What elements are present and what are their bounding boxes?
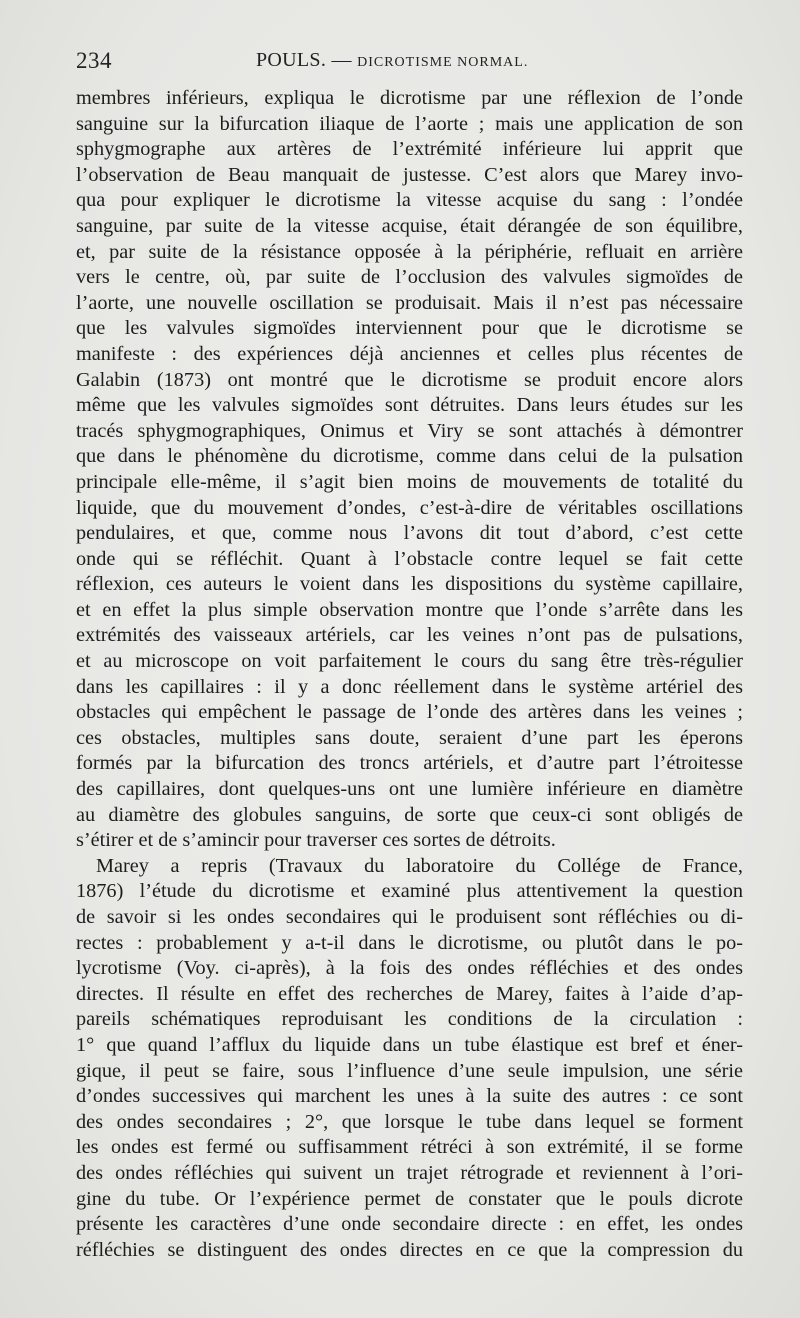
text-line: onde qui se réfléchit. Quant à l’obstacle contre lequel se fait cette [76,547,743,570]
text-line: sanguine sur la bifurcation iliaque de l’aorte ; mais une application de son [76,112,743,135]
text-line: ces obstacles, multiples sans doute, seraient d’une part les éperons [76,726,743,749]
text-line: directes. Il résulte en effet des recherches de Marey, faites à l’aide d’ap- [76,982,743,1005]
text-line: que les valvules sigmoïdes interviennent pour que le dicrotisme se [76,317,743,340]
text-line: rectes : probablement y a-t-il dans le dicrotisme, ou plutôt dans le po- [76,931,743,954]
text-line: obstacles qui empêchent le passage de l’onde des artères dans les veines ; [76,701,743,724]
text-line: formés par la bifurcation des troncs artériels, et d’autre part l’étroitesse [76,752,743,775]
paragraph-1 [76,86,743,854]
text-line: qua pour expliquer le dicrotisme la vitesse acquise du sang : l’ondée [76,189,743,212]
text-line: principale elle-même, il s’agit bien moins de mouvements de totalité du [76,470,743,493]
text-line: des ondes réfléchies qui suivent un trajet rétrograde et reviennent à l’ori- [76,1161,743,1184]
text-line: des ondes secondaires ; 2°, que lorsque le tube dans lequel se forment [76,1110,743,1133]
page-number: 234 [76,48,112,73]
text-line: que dans le phénomène du dicrotisme, comme dans celui de la pulsation [76,445,743,468]
text-line: pendulaires, et que, comme nous l’avons dit tout d’abord, c’est cette [76,522,743,545]
running-head-subtitle: DICROTISME NORMAL. [357,55,529,70]
text-line: manifeste : des expériences déjà anciennes et celles plus récentes de [76,342,743,365]
text-line: au diamètre des globules sanguins, de sorte que ceux-ci sont obligés de [76,803,743,826]
paragraph-2 [76,854,743,1264]
text-line: et au microscope on voit parfaitement le cours du sang être très-régulier [76,650,743,673]
text-line: gique, il peut se faire, sous l’influence d’une seule impulsion, une série [76,1059,743,1082]
running-head-separator: — [331,49,352,71]
text-line: pareils schématiques reproduisant les conditions de la circulation : [76,1008,743,1031]
text-line: réfléchies se distinguent des ondes directes en ce que la compression du [76,1238,743,1261]
text-line: Galabin (1873) ont montré que le dicrotisme se produit encore alors [76,368,743,391]
text-line: liquide, que du mouvement d’ondes, c’est-à-dire de véritables oscillations [76,496,743,519]
text-line: et en effet la plus simple observation montre que l’onde s’arrête dans les [76,598,743,621]
text-line: vers le centre, où, par suite de l’occlusion des valvules sigmoïdes de [76,266,743,289]
text-line: membres inférieurs, expliqua le dicrotisme par une réflexion de l’onde [76,87,743,109]
text-line: d’ondes successives qui marchent les unes à la suite des autres : ce sont [76,1085,743,1108]
text-line: dans les capillaires : il y a donc réellement dans le système artériel des [76,675,743,698]
text-line: l’observation de Beau manquait de justesse. C’est alors que Marey invo- [76,163,743,186]
text-line: extrémités des vaisseaux artériels, car les veines n’ont pas de pulsations, [76,624,743,647]
text-line: sanguine, par suite de la vitesse acquise, était dérangée de son équilibre, [76,214,743,237]
text-line: Marey a repris (Travaux du laboratoire du Collége de France, [96,854,743,877]
text-line: l’aorte, une nouvelle oscillation se produisait. Mais il n’est pas nécessaire [76,291,743,314]
text-line: sphygmographe aux artères de l’extrémité inférieure lui apprit que [76,138,743,161]
text-line: gine du tube. Or l’expérience permet de constater que le pouls dicrote [76,1187,743,1210]
body-text [76,86,743,1263]
running-head [256,49,528,72]
text-line: des capillaires, dont quelques-uns ont une lumière inférieure en diamètre [76,778,743,801]
text-line: et, par suite de la résistance opposée à la périphérie, refluait en arrière [76,240,743,263]
text-line: 1° que quand l’afflux du liquide dans un tube élastique est bref et éner- [76,1033,743,1056]
text-line: s’étirer et de s’amincir pour traverser ces sortes de détroits. [76,829,556,852]
page-header [76,48,741,82]
text-line: tracés sphygmographiques, Onimus et Viry se sont attachés à démontrer [76,419,743,442]
text-line: réflexion, ces auteurs le voient dans les dispositions du système capillaire, [76,573,743,596]
text-line: lycrotisme (Voy. ci-après), à la fois des ondes réfléchies et des ondes [76,957,743,980]
text-line: de savoir si les ondes secondaires qui le produisent sont réfléchies ou di- [76,906,743,928]
text-line: 1876) l’étude du dicrotisme et examiné plus attentivement la question [76,880,743,903]
text-line: les ondes est fermé ou suffisamment rétréci à son extrémité, il se forme [76,1136,743,1159]
text-line: même que les valvules sigmoïdes sont détruites. Dans leurs études sur les [76,394,743,417]
running-head-title: POULS. [256,49,327,71]
text-line: présente les caractères d’une onde secondaire directe : en effet, les ondes [76,1213,743,1236]
